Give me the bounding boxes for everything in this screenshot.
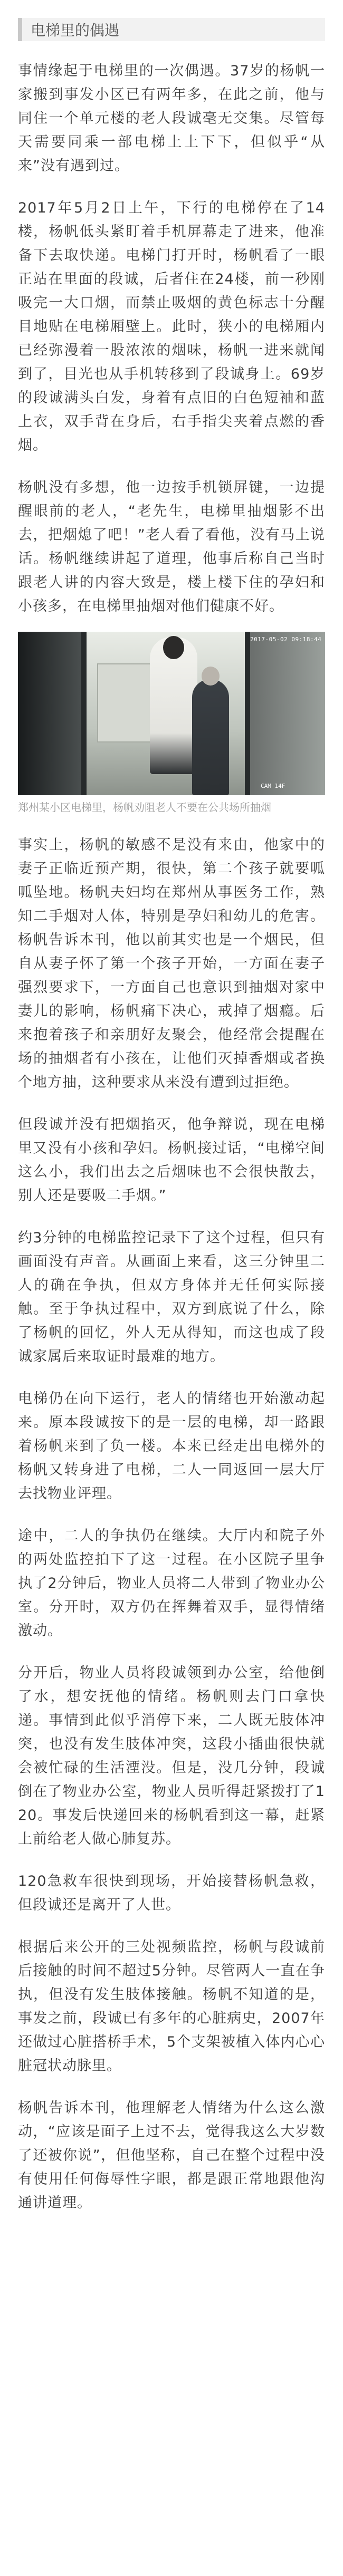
paragraph: 电梯仍在向下运行，老人的情绪也开始激动起来。原本段诚按下的是一层的电梯，却一路跟着杨帆来到了负一楼。本来已经走出电梯外的杨帆又转身进了电梯，二人一同返回一层大厅去找物业评理。 <box>18 1391 325 1502</box>
article-body-bottom <box>0 833 343 2215</box>
paragraph: 杨帆没有多想，他一边按手机锁屏键，一边提醒眼前的老人，“老先生，电梯里抽烟影不出去，把烟熄了吧！”老人看了看他，没有马上说话。杨帆继续讲起了道理，他事后称自己当时跟老人讲的内容大致是，楼上楼下住的孕妇和小孩多，在电梯里抽烟对他们健康不好。 <box>18 479 325 614</box>
paragraph: 途中，二人的争执仍在继续。大厅内和院子外的两处监控拍下了这一过程。在小区院子里争执了2分钟后，物业人员将二人带到了物业办公室。分开时，双方仍在挥舞着双手，显得情绪激动。 <box>18 1528 325 1639</box>
paragraph: 2017年5月2日上午，下行的电梯停在了14楼，杨帆低头紧盯着手机屏幕走了进来，他准备下去取快递。电梯门打开时，杨帆看了一眼正站在里面的段诚，后者住在24楼，前一秒刚吸完一大口烟，而禁止吸烟的黄色标志十分醒目地贴在电梯厢壁上。此时，狭小的电梯厢内已经弥漫着一股浓浓的烟味，杨帆一进来就闻到了，目光也从手机转移到了段诚身上。69岁的段诚满头白发，身着有点旧的白色短袖和蓝上衣，双手背在身后，右手指尖夹着点燃的香烟。 <box>18 200 325 454</box>
paragraph: 杨帆告诉本刊，他理解老人情绪为什么这么激动，“应该是面子上过不去，觉得我这么大岁数了还被你说”，但他坚称，自己在整个过程中没有使用任何侮辱性字眼，都是跟正常地跟他沟通讲道理。 <box>18 2100 325 2211</box>
paragraph: 事实上，杨帆的敏感不是没有来由，他家中的妻子正临近预产期，很快，第二个孩子就要呱呱坠地。杨帆夫妇均在郑州从事医务工作，熟知二手烟对人体，特别是孕妇和幼儿的危害。杨帆告诉本刊，他以前其实也是一个烟民，但自从妻子怀了第一个孩子开始，一方面在妻子强烈要求下，一方面自己也意识到抽烟对家中妻儿的影响，杨帆痛下决心，戒掉了烟瘾。后来抱着孩子和亲朋好友聚会，他经常会提醒在场的抽烟者有小孩在，让他们灭掉香烟或者换个地方抽，这种要求从来没有遭到过拒绝。 <box>18 837 325 1091</box>
paragraph: 事情缘起于电梯里的一次偶遇。37岁的杨帆一家搬到事发小区已有两年多，在此之前，他与同住一个单元楼的老人段诚毫无交集。尽管每天需要同乘一部电梯上上下下，但似乎“从来”没有遇到过。 <box>18 63 325 174</box>
old-man-figure <box>192 679 229 795</box>
article-body-top <box>0 59 343 618</box>
section-heading-text: 电梯里的偶遇 <box>31 22 120 39</box>
elevator-surveillance-photo <box>18 632 325 795</box>
paragraph: 分开后，物业人员将段诚领到办公室，给他倒了水，想安抚他的情绪。杨帆则去门口拿快递。事情到此似乎消停下来，二人既无肢体冲突，也没有发生肢体冲突，这段小插曲很快就会被忙碌的生活湮没。但是，没几分钟，段诚倒在了物业办公室，物业人员听得赶紧拨打了120。事发后快递回来的杨帆看到这一幕，赶紧上前给老人做心肺复苏。 <box>18 1665 325 1847</box>
paragraph: 根据后来公开的三处视频监控，杨帆与段诚前后接触的时间不超过5分钟。尽管两人一直在争执，但没有发生肢体接触。杨帆不知道的是，事发之前，段诚已有多年的心脏病史，2007年还做过心脏搭桥手术，5个支架被植入体内心心脏冠状动脉里。 <box>18 1939 325 2074</box>
camera-timestamp: 2017-05-02 09:18:44 <box>250 636 322 643</box>
article-page <box>0 18 343 2236</box>
paragraph: 约3分钟的电梯监控记录下了这个过程，但只有画面没有声音。从画面上来看，这三分钟里二人的确在争执，但双方身体并无任何实际接触。至于争执过程中，双方到底说了什么，除了杨帆的回忆，外人无从得知，而这也成了段诚家属后来取证时最难的地方。 <box>18 1230 325 1365</box>
paragraph: 120急救车很快到现场，开始接替杨帆急救，但段诚还是离开了人世。 <box>18 1873 325 1913</box>
camera-label: CAM 14F <box>261 783 285 789</box>
section-heading <box>18 18 325 41</box>
paragraph: 但段诚并没有把烟掐灭，他争辩说，现在电梯里又没有小孩和孕妇。杨帆接过话，“电梯空间这么小，我们出去之后烟味也不会很快散去，别人还是要吸二手烟。” <box>18 1116 325 1204</box>
young-man-figure <box>150 637 197 774</box>
surveillance-photo-block <box>18 632 325 815</box>
photo-caption: 郑州某小区电梯里，杨帆劝阻老人不要在公共场所抽烟 <box>18 801 271 814</box>
